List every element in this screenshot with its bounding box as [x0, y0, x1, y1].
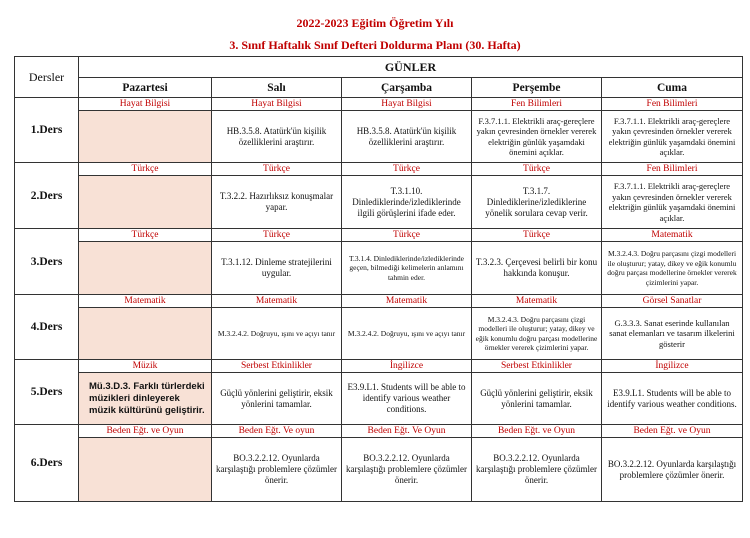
objective-cell [79, 111, 212, 163]
objective-cell: F.3.7.1.1. Elektrikli araç-gereçlere yakın çevresinden örnekler vererek elektriğin günlük yaşamdaki önemini açıklar. [602, 111, 743, 163]
subject-cell: Türkçe [79, 163, 212, 176]
objective-cell: T.3.1.7. Dinlediklerine/izlediklerine yönelik sorulara cevap verir. [472, 176, 602, 229]
objective-cell: M.3.2.4.3. Doğru parçasını çizgi modelleri ile oluşturur; yatay, dikey ve eğik konumlu doğru parçası modellerine örnekler vererek çizimlerini yapar. [472, 308, 602, 360]
subject-cell: Fen Bilimleri [602, 98, 743, 111]
subject-cell: Beden Eğt. ve Oyun [472, 425, 602, 438]
objective-cell [79, 308, 212, 360]
subject-cell: Matematik [472, 295, 602, 308]
day-header-friday: Cuma [602, 78, 743, 98]
objective-cell: T.3.1.12. Dinleme stratejilerini uygular. [212, 242, 342, 295]
subject-cell: Matematik [602, 229, 743, 242]
objective-cell: T.3.2.3. Çerçevesi belirli bir konu hakkında konuşur. [472, 242, 602, 295]
objective-cell: M.3.2.4.2. Doğruyu, ışını ve açıyı tanır [342, 308, 472, 360]
subject-cell: İngilizce [342, 360, 472, 373]
subject-cell: Hayat Bilgisi [79, 98, 212, 111]
lesson-label: 6.Ders [15, 425, 79, 502]
objective-cell: BO.3.2.2.12. Oyunlarda karşılaştığı problemlere çözümler önerir. [472, 438, 602, 502]
subject-cell: Fen Bilimleri [472, 98, 602, 111]
objective-cell: G.3.3.3. Sanat eserinde kullanılan sanat elemanları ve tasarım ilkelerini gösterir [602, 308, 743, 360]
objective-cell: Güçlü yönlerini geliştirir, eksik yönlerini tamamlar. [212, 373, 342, 425]
day-header-monday: Pazartesi [79, 78, 212, 98]
objective-cell: BO.3.2.2.12. Oyunlarda karşılaştığı problemlere çözümler önerir. [212, 438, 342, 502]
objective-cell: BO.3.2.2.12. Oyunlarda karşılaştığı problemlere çözümler önerir. [602, 438, 743, 502]
objective-cell: M.3.2.4.2. Doğruyu, ışını ve açıyı tanır [212, 308, 342, 360]
objective-cell: T.3.1.10. Dinlediklerinde/izlediklerinde ilgili görüşlerini ifade eder. [342, 176, 472, 229]
subject-cell: Beden Eğt. ve Oyun [602, 425, 743, 438]
objective-cell: T.3.2.2. Hazırlıksız konuşmalar yapar. [212, 176, 342, 229]
lesson-label: 4.Ders [15, 295, 79, 360]
subject-cell: Beden Eğt. ve Oyun [79, 425, 212, 438]
objective-cell [79, 438, 212, 502]
subject-cell: Türkçe [472, 163, 602, 176]
subject-cell: İngilizce [602, 360, 743, 373]
subject-cell: Serbest Etkinlikler [472, 360, 602, 373]
objective-cell: F.3.7.1.1. Elektrikli araç-gereçlere yakın çevresinden örnekler vererek elektriğin günlük yaşamdaki önemini açıklar. [472, 111, 602, 163]
objective-cell: F.3.7.1.1. Elektrikli araç-gereçlere yakın çevresinden örnekler vererek elektriğin günlük yaşamdaki önemini açıklar. [602, 176, 743, 229]
day-header-wednesday: Çarşamba [342, 78, 472, 98]
objective-cell: E3.9.L1. Students will be able to identify various weather conditions. [342, 373, 472, 425]
objective-cell: BO.3.2.2.12. Oyunlarda karşılaştığı problemlere çözümler önerir. [342, 438, 472, 502]
lesson-label: 2.Ders [15, 163, 79, 229]
subject-cell: Fen Bilimleri [602, 163, 743, 176]
subject-cell: Müzik [79, 360, 212, 373]
subject-cell: Görsel Sanatlar [602, 295, 743, 308]
subject-cell: Serbest Etkinlikler [212, 360, 342, 373]
objective-cell: T.3.1.4. Dinlediklerinde/izlediklerinde geçen, bilmediği kelimelerin anlamını tahmin eder. [342, 242, 472, 295]
subject-cell: Türkçe [79, 229, 212, 242]
lesson-label: 5.Ders [15, 360, 79, 425]
objective-cell: E3.9.L1. Students will be able to identify various weather conditions. [602, 373, 743, 425]
weekly-plan-table [14, 56, 743, 502]
subject-cell: Türkçe [342, 229, 472, 242]
objective-cell: Mü.3.D.3. Farklı türlerdeki müzikleri dinleyerek müzik kültürünü geliştirir. [79, 373, 212, 425]
days-group-header: GÜNLER [79, 57, 743, 78]
objective-cell [79, 176, 212, 229]
objective-cell: Güçlü yönlerini geliştirir, eksik yönlerini tamamlar. [472, 373, 602, 425]
lesson-label: 1.Ders [15, 98, 79, 163]
document-title: 2022-2023 Eğitim Öğretim Yılı [296, 16, 454, 30]
day-header-tuesday: Salı [212, 78, 342, 98]
day-header-thursday: Perşembe [472, 78, 602, 98]
subject-cell: Beden Eğt. Ve oyun [212, 425, 342, 438]
lessons-column-header: Dersler [15, 57, 79, 98]
lesson-label: 3.Ders [15, 229, 79, 295]
objective-cell: HB.3.5.8. Atatürk'ün kişilik özelliklerini araştırır. [212, 111, 342, 163]
subject-cell: Türkçe [342, 163, 472, 176]
subject-cell: Türkçe [212, 163, 342, 176]
subject-cell: Beden Eğt. Ve Oyun [342, 425, 472, 438]
subject-cell: Matematik [79, 295, 212, 308]
objective-cell: HB.3.5.8. Atatürk'ün kişilik özelliklerini araştırır. [342, 111, 472, 163]
subject-cell: Hayat Bilgisi [342, 98, 472, 111]
subject-cell: Türkçe [212, 229, 342, 242]
objective-cell: M.3.2.4.3. Doğru parçasını çizgi modelleri ile oluşturur; yatay, dikey ve eğik konumlu doğru parçası modellerine örnekler vererek çizimlerini yapar. [602, 242, 743, 295]
document-subtitle: 3. Sınıf Haftalık Sınıf Defteri Doldurma Planı (30. Hafta) [229, 38, 521, 52]
subject-cell: Hayat Bilgisi [212, 98, 342, 111]
objective-cell [79, 242, 212, 295]
subject-cell: Türkçe [472, 229, 602, 242]
subject-cell: Matematik [212, 295, 342, 308]
subject-cell: Matematik [342, 295, 472, 308]
